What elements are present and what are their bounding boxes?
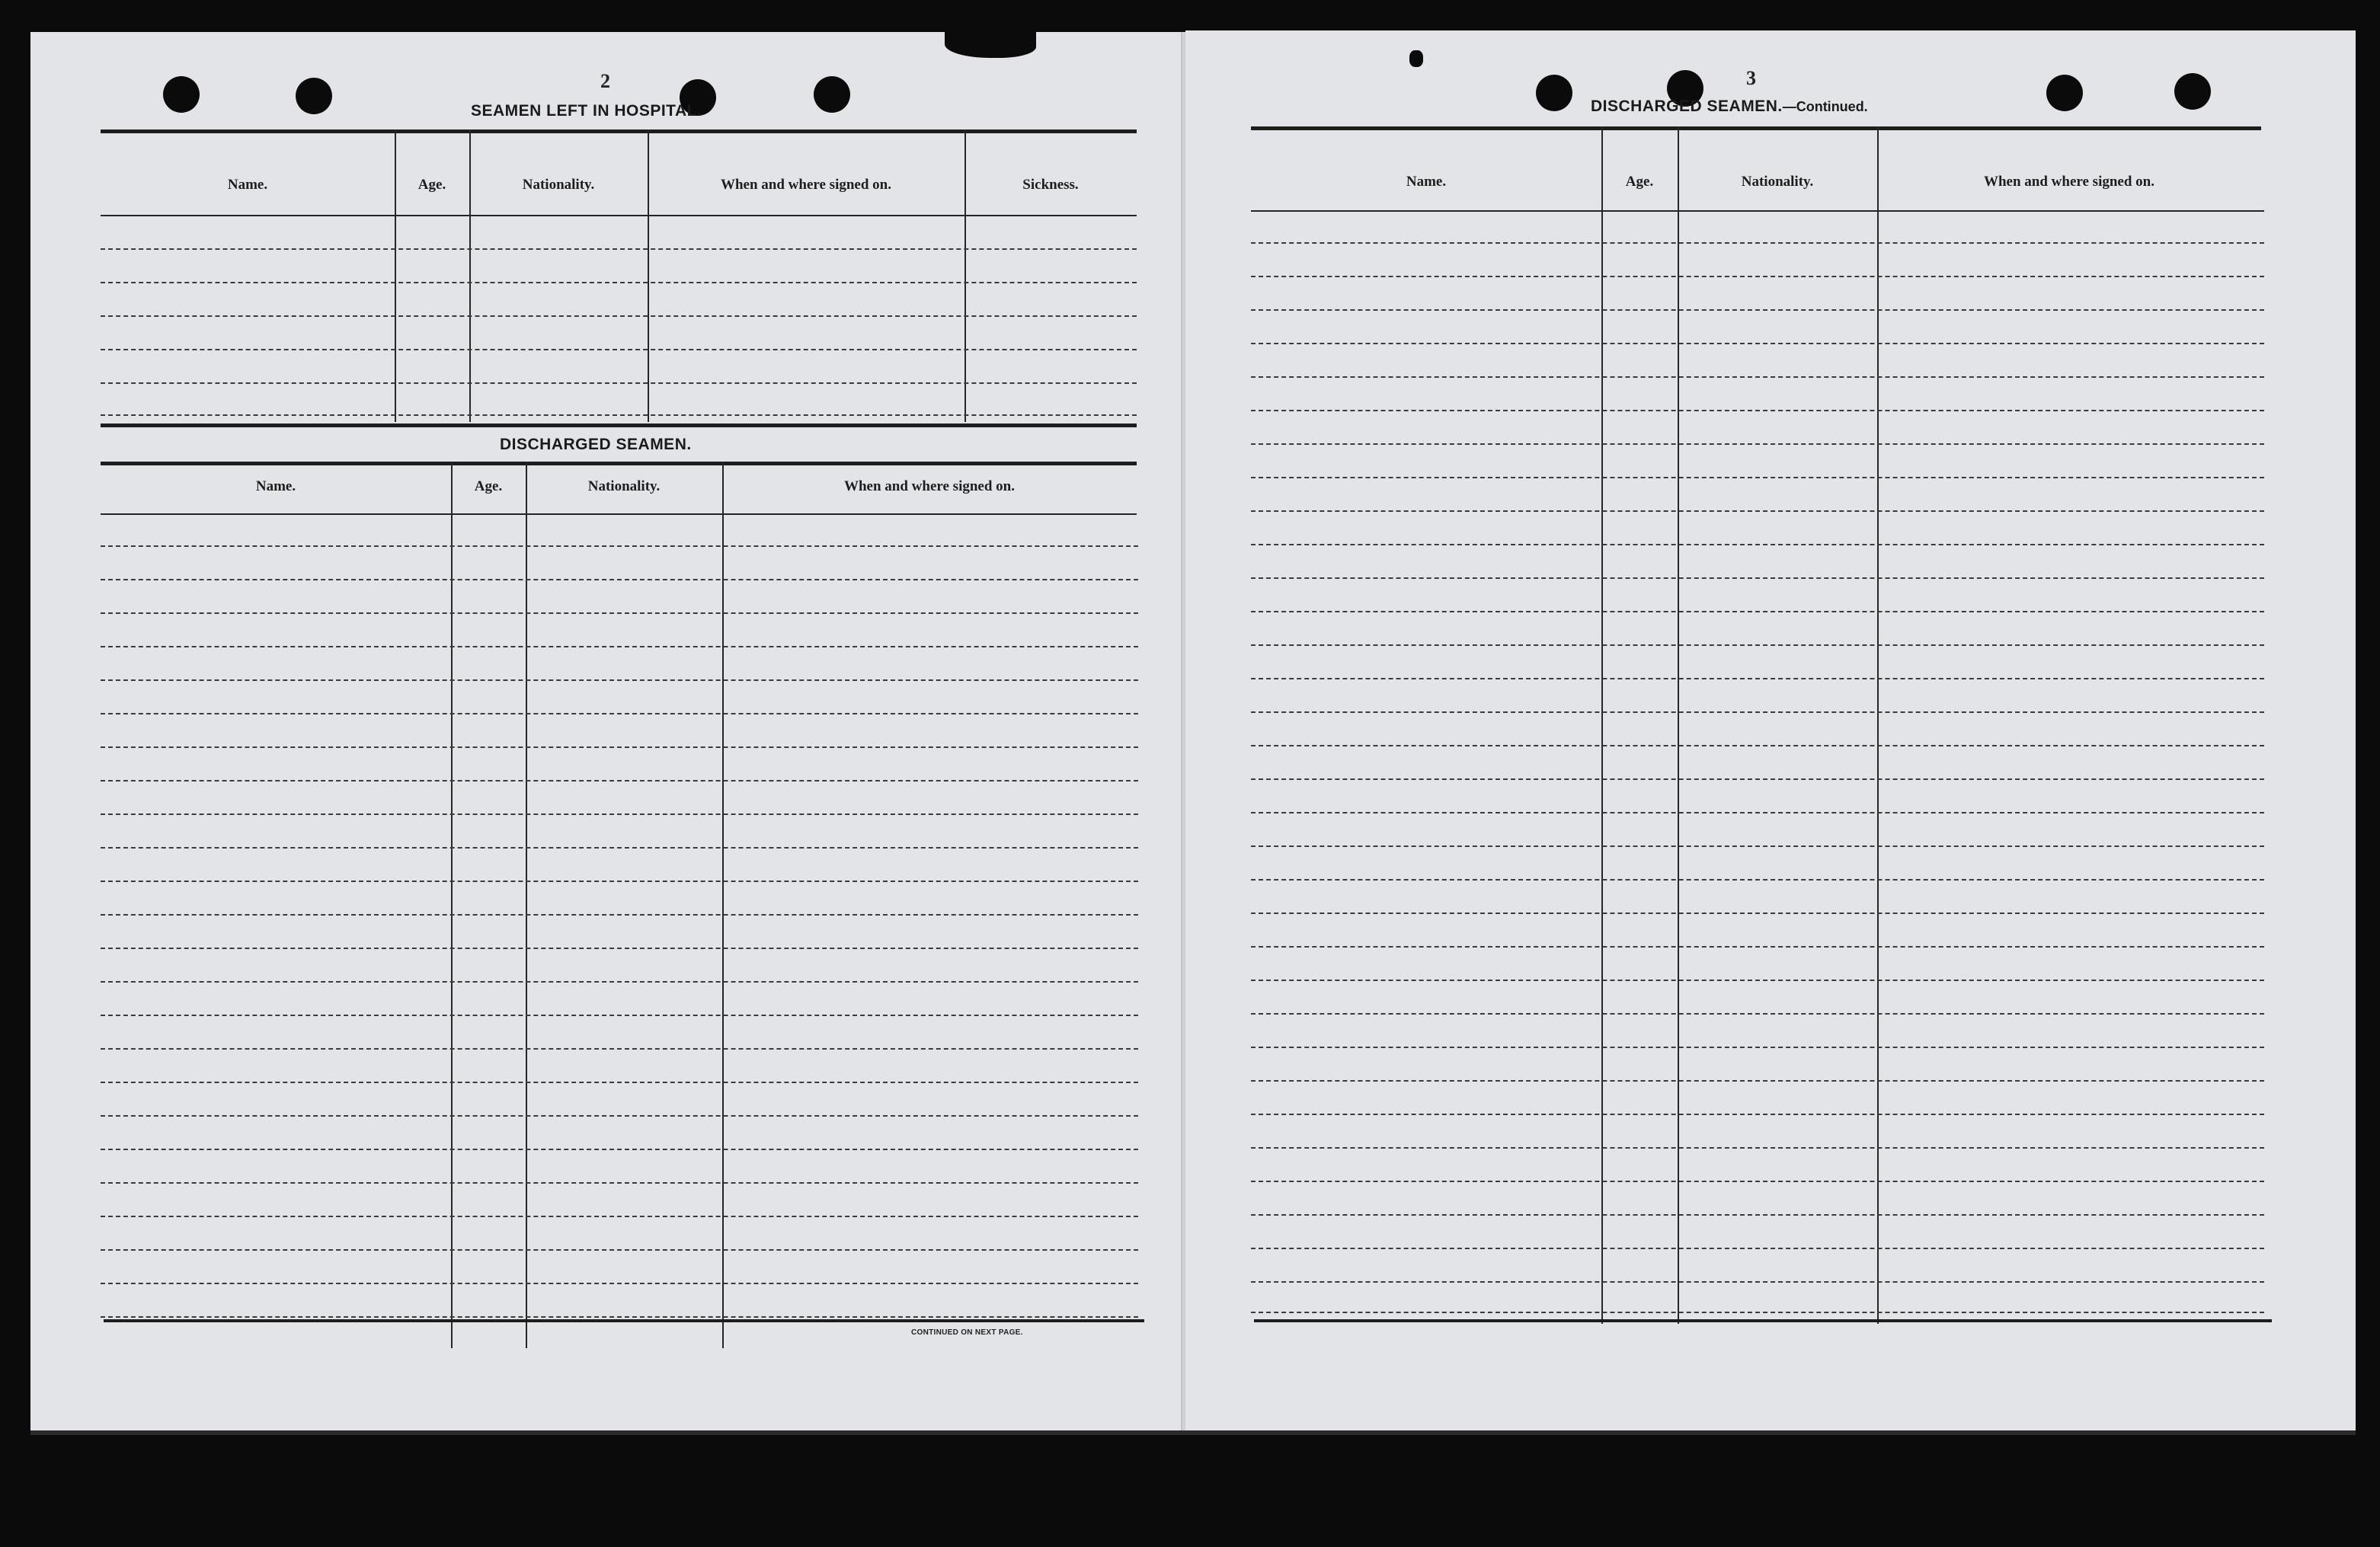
entry-line: [1251, 913, 2264, 914]
entry-line: [101, 981, 1138, 983]
entry-line: [101, 315, 1137, 317]
entry-line: [1251, 276, 2264, 277]
section-title-main: DISCHARGED SEAMEN.: [1591, 97, 1783, 115]
discharged-table-right: [1251, 126, 2269, 1324]
section-title-suffix: —Continued.: [1782, 99, 1868, 114]
entry-line: [1251, 946, 2264, 948]
discharged-table-left: [101, 462, 1144, 1348]
entry-line: [1251, 242, 2264, 244]
entry-line: [1251, 1147, 2264, 1149]
entry-line: [1251, 1114, 2264, 1115]
entry-line: [1251, 1080, 2264, 1082]
col-header-signed-on: When and where signed on.: [843, 478, 1015, 494]
col-header-nationality: Nationality.: [1741, 174, 1814, 190]
entry-line: [1251, 410, 2264, 411]
page-tear: [945, 30, 1036, 58]
entry-line: [101, 813, 1138, 815]
punch-hole: [163, 76, 200, 113]
entry-line: [1251, 812, 2264, 813]
entry-line: [101, 1283, 1138, 1284]
entry-line: [101, 1115, 1138, 1117]
entry-line: [101, 349, 1137, 350]
page-number: 2: [600, 70, 610, 92]
section-title-hospital: SEAMEN LEFT IN HOSPITAL.: [471, 102, 702, 120]
entry-line: [1251, 611, 2264, 612]
entry-line: [101, 1048, 1138, 1050]
col-header-age: Age.: [474, 478, 503, 494]
col-header-age: Age.: [417, 177, 446, 193]
entry-line: [101, 1149, 1138, 1150]
continued-note: CONTINUED ON NEXT PAGE.: [911, 1328, 1023, 1337]
table-bottom-rule: [1254, 1319, 2272, 1322]
entry-line: [1251, 477, 2264, 478]
column-divider: [964, 129, 966, 422]
entry-line: [1251, 510, 2264, 512]
entry-line: [101, 881, 1138, 882]
entry-line: [101, 948, 1138, 949]
section-title-discharged: DISCHARGED SEAMEN.: [500, 436, 692, 453]
header-rule: [1251, 210, 2264, 212]
right-page: [1185, 30, 2356, 1432]
entry-line: [101, 914, 1138, 916]
header-rule: [101, 215, 1137, 216]
header-rule: [101, 513, 1137, 515]
entry-line: [1251, 376, 2264, 378]
entry-line: [1251, 343, 2264, 344]
entry-line: [1251, 678, 2264, 679]
entry-line: [101, 713, 1138, 714]
column-divider: [469, 129, 471, 422]
hospital-table: [101, 129, 1137, 422]
punch-hole: [1536, 75, 1572, 111]
entry-line: [101, 746, 1138, 748]
col-header-age: Age.: [1625, 174, 1654, 190]
page-edge-shadow: [30, 1430, 2356, 1435]
entry-line: [101, 1249, 1138, 1251]
entry-line: [101, 579, 1138, 580]
entry-line: [1251, 1248, 2264, 1249]
entry-line: [1251, 1013, 2264, 1015]
entry-line: [101, 847, 1138, 849]
entry-line: [1251, 1181, 2264, 1182]
left-page: [30, 32, 1187, 1430]
entry-line: [1251, 443, 2264, 445]
col-header-nationality: Nationality.: [522, 177, 595, 193]
entry-line: [101, 414, 1137, 416]
entry-line: [1251, 778, 2264, 780]
entry-line: [1251, 1047, 2264, 1048]
entry-line: [101, 646, 1138, 647]
column-divider: [648, 129, 649, 422]
col-header-name: Name.: [1406, 174, 1447, 190]
entry-line: [101, 382, 1137, 384]
entry-line: [1251, 711, 2264, 713]
entry-line: [101, 1216, 1138, 1217]
entry-line: [101, 780, 1138, 781]
entry-line: [1251, 845, 2264, 847]
punch-hole: [2046, 75, 2083, 111]
entry-line: [101, 1082, 1138, 1083]
punch-hole: [296, 78, 332, 114]
punch-hole: [814, 76, 850, 113]
entry-line: [1251, 980, 2264, 981]
page-number: 3: [1746, 67, 1756, 89]
entry-line: [1251, 879, 2264, 881]
entry-line: [1251, 1214, 2264, 1216]
column-divider: [1678, 126, 1679, 1324]
column-divider: [1601, 126, 1603, 1324]
entry-line: [1251, 577, 2264, 579]
col-header-signed-on: When and where signed on.: [1983, 174, 2154, 190]
entry-line: [1251, 309, 2264, 311]
col-header-nationality: Nationality.: [587, 478, 661, 494]
page-tear: [1409, 50, 1423, 67]
col-header-name: Name.: [227, 177, 268, 193]
entry-line: [1251, 1281, 2264, 1283]
section-rule: [101, 424, 1137, 427]
col-header-sickness: Sickness.: [1022, 177, 1079, 193]
entry-line: [1251, 544, 2264, 545]
col-header-name: Name.: [255, 478, 296, 494]
entry-line: [1251, 644, 2264, 646]
entry-line: [101, 679, 1138, 681]
entry-line: [101, 545, 1138, 547]
table-bottom-rule: [104, 1319, 1144, 1322]
entry-line: [1251, 1312, 2264, 1313]
col-header-signed-on: When and where signed on.: [720, 177, 891, 193]
entry-line: [101, 282, 1137, 283]
entry-line: [101, 1015, 1138, 1016]
entry-line: [101, 1182, 1138, 1184]
section-title-discharged-continued: [1591, 97, 1868, 116]
entry-line: [101, 248, 1137, 250]
entry-line: [101, 612, 1138, 614]
entry-line: [1251, 745, 2264, 746]
column-divider: [1877, 126, 1879, 1324]
punch-hole: [2174, 73, 2211, 110]
column-divider: [395, 129, 396, 422]
entry-line: [101, 1316, 1138, 1318]
